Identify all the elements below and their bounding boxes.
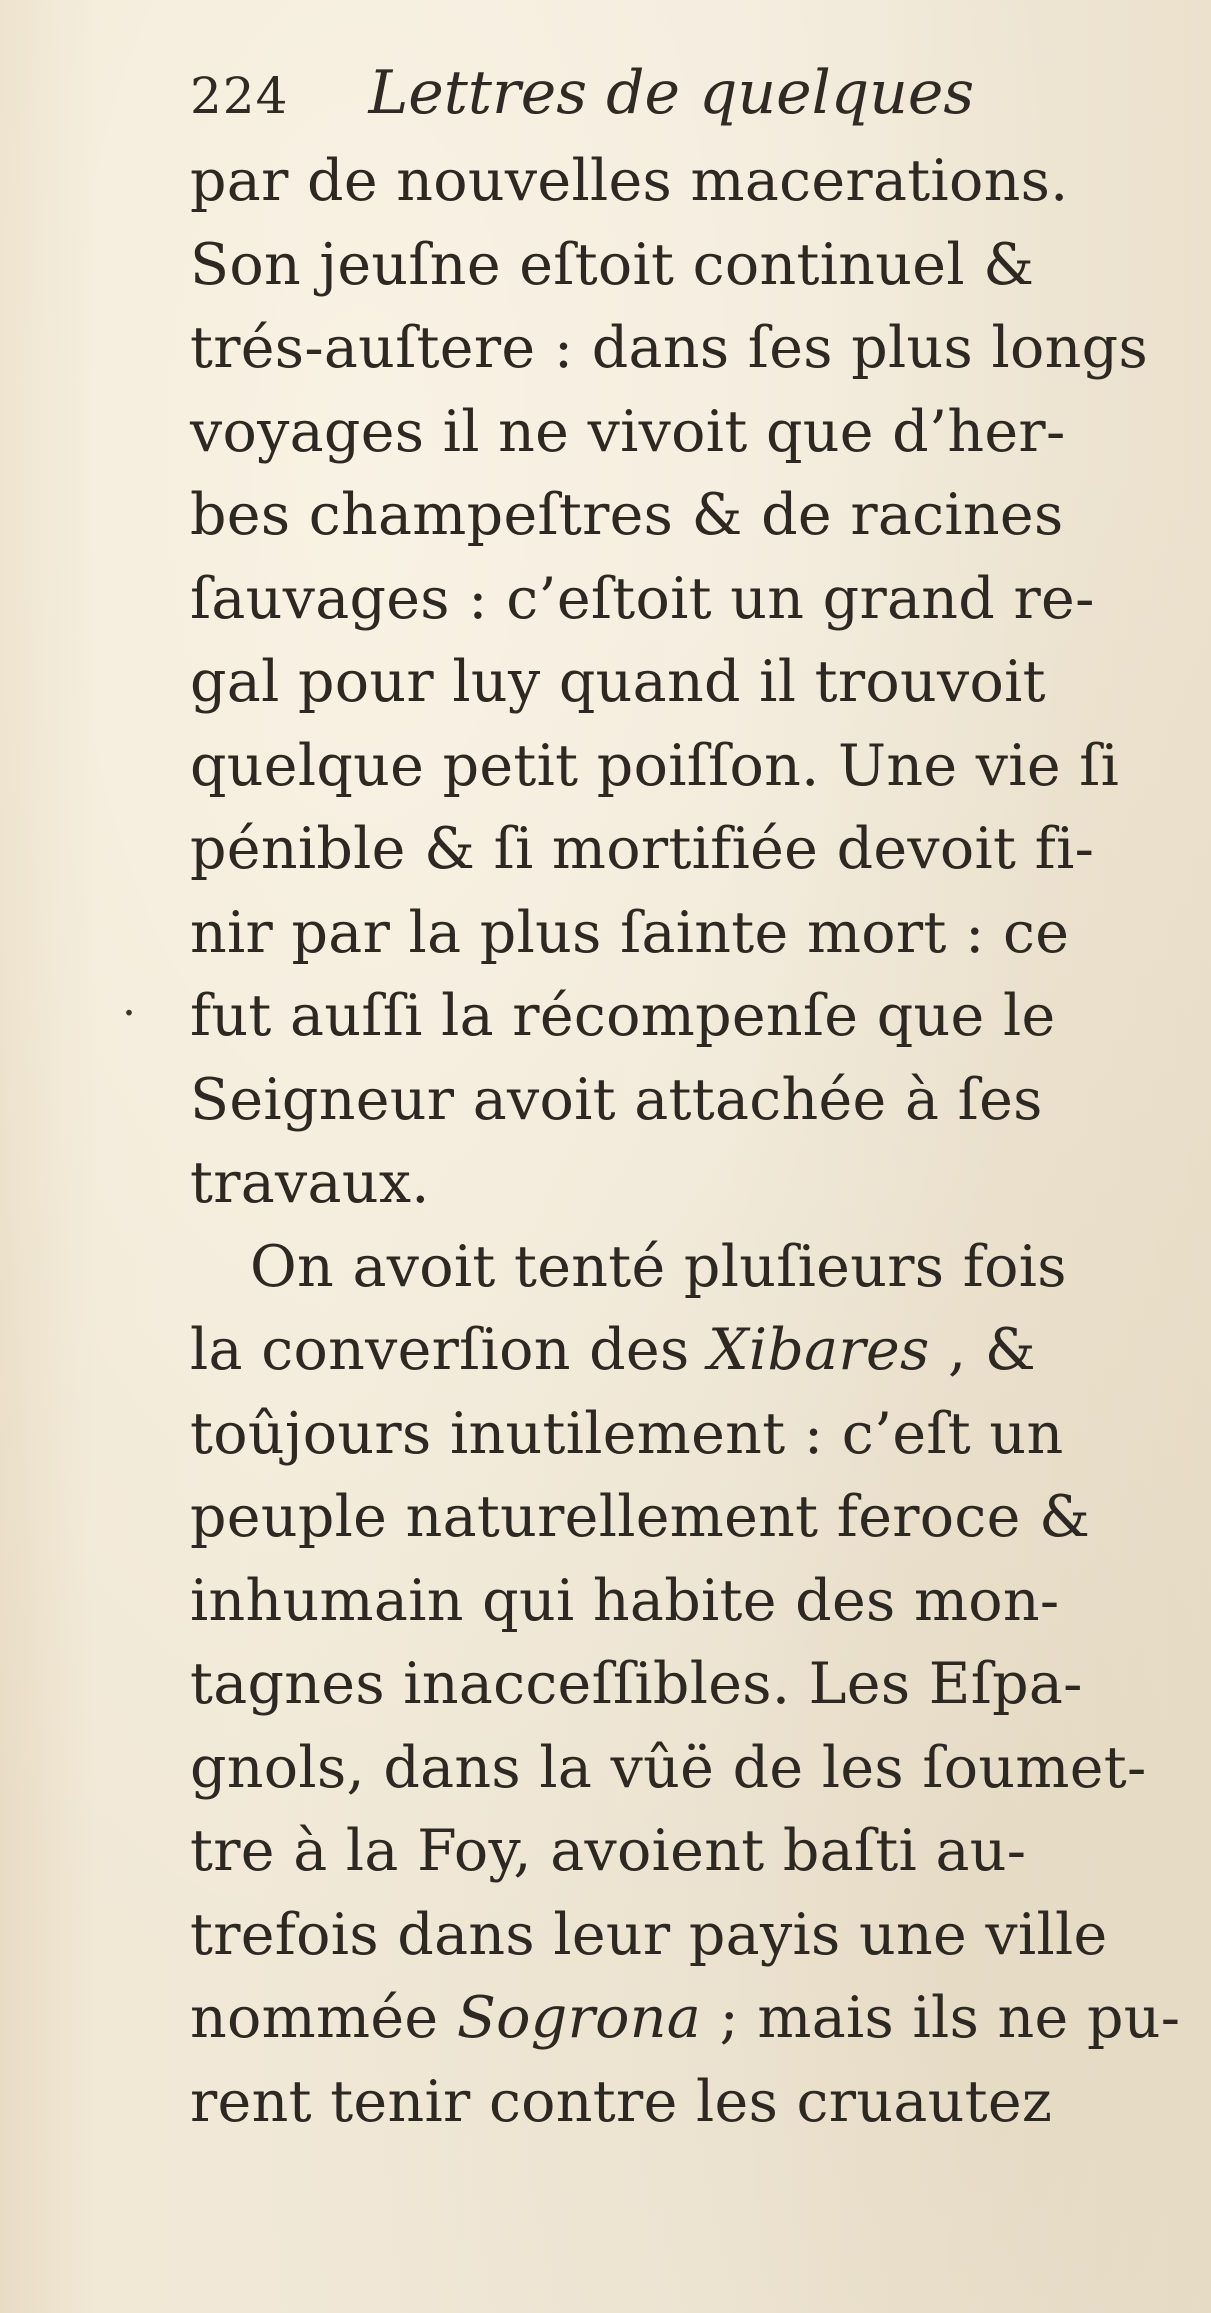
text-line: trefois dans leur payis une ville [190,1901,1108,1968]
text-line: pénible & ſi mortifiée devoit fi- [190,816,1095,882]
text-line: gnols, dans la vûë de les ſoumet- [190,1734,1147,1801]
text-line: tagnes inacceſſibles. Les Eſpa- [190,1651,1083,1717]
text-line: rent tenir contre les cruautez [190,2068,1053,2135]
text-line: inhumain qui habite des mon- [190,1567,1060,1634]
body-text [190,140,1181,2144]
text-line: fut auſſi la récompenſe que le [190,983,1056,1049]
text-line: voyages il ne vivoit que d’her- [190,398,1066,465]
text-line: bes champeſtres & de racines [190,482,1064,548]
text-line: Son jeuſne eſtoit continuel & [190,231,1035,298]
text-line: trés-auſtere : dans ſes plus longs [190,315,1148,381]
italic-name-sogrona: Sogrona [456,1985,702,2051]
text-line: Seigneur avoit attachée à ſes [190,1066,1043,1133]
paragraph-start-line: On avoit tenté pluſieurs fois [250,1233,1067,1300]
text-line: ſauvages : c’eſtoit un grand re- [190,565,1095,632]
text-line: quelque petit poiſſon. Une vie ſi [190,732,1120,799]
italic-name-xibares: Xibares [707,1317,930,1383]
text-line: gal pour luy quand il trouvoit [190,649,1046,715]
text-segment: , & [929,1317,1036,1383]
text-line: peuple naturellement feroce & [190,1484,1091,1550]
text-segment: la converſion des [190,1317,708,1383]
text-line: tre à la Foy, avoient baſti au- [190,1818,1027,1884]
text-segment: nommée [190,1985,457,2051]
text-line: par de nouvelles macerations. [190,148,1069,214]
text-line: toûjours inutilement : c’eſt un [190,1400,1064,1467]
page-header [190,58,974,148]
running-title: Lettres de quelques [368,58,975,128]
text-segment: ; mais ils ne pu- [701,1985,1181,2051]
text-line: nir par la plus ſainte mort : ce [190,899,1070,966]
page-number: 224 [190,67,289,125]
text-line [190,1977,1181,2061]
text-line: travaux. [190,1150,430,1216]
margin-mark: . [122,975,136,1026]
text-line [190,1309,1130,1393]
